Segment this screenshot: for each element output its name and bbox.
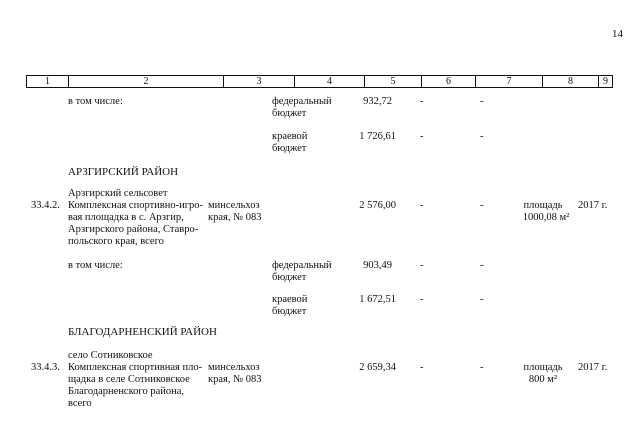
item-line: всего <box>68 398 92 409</box>
col-num-9: 9 <box>603 76 608 87</box>
amount: 2 576,00 <box>359 200 396 211</box>
col-num-8: 8 <box>543 76 599 87</box>
funding-source-cont: бюджет <box>272 143 307 154</box>
responsible-org-cont: края, № 083 <box>208 212 262 223</box>
capacity-label: площадь <box>523 200 563 211</box>
funding-source-cont: бюджет <box>272 272 307 283</box>
amount: 2 659,34 <box>359 362 396 373</box>
amount: 932,72 <box>363 96 392 107</box>
item-line: Комплексная спортивная пло- <box>68 362 203 373</box>
col7-value: - <box>480 200 484 211</box>
item-line: щадка в селе Сотниковское <box>68 374 190 385</box>
district-heading: АРЗГИРСКИЙ РАЙОН <box>68 166 179 178</box>
item-line: польского края, всего <box>68 236 164 247</box>
year: 2017 г. <box>578 362 608 373</box>
col7-value: - <box>480 260 484 271</box>
item-line: Комплексная спортивно-игро- <box>68 200 204 211</box>
col-num-3: 3 <box>224 76 295 87</box>
col7-value: - <box>480 294 484 305</box>
item-line: Благодарненского района, <box>68 386 185 397</box>
funding-source: федеральный <box>272 260 332 271</box>
item-number: 33.4.2. <box>31 200 60 211</box>
amount: 1 726,61 <box>359 131 396 142</box>
funding-source: краевой <box>272 294 308 305</box>
col-num-5: 5 <box>365 76 422 87</box>
col-num-7: 7 <box>476 76 543 87</box>
capacity-value: 1000,08 м² <box>522 212 570 223</box>
funding-source-cont: бюджет <box>272 306 307 317</box>
col6-value: - <box>420 200 424 211</box>
col6-value: - <box>420 260 424 271</box>
responsible-org-cont: края, № 083 <box>208 374 262 385</box>
breakdown-label: в том числе: <box>68 96 123 107</box>
column-number-header <box>26 75 613 88</box>
year: 2017 г. <box>578 200 608 211</box>
item-line: Арзгирский сельсовет <box>68 188 168 199</box>
col-num-4: 4 <box>295 76 365 87</box>
col6-value: - <box>420 362 424 373</box>
item-line: вая площадка в с. Арзгир, <box>68 212 184 223</box>
capacity-value: 800 м² <box>528 374 558 385</box>
col6-value: - <box>420 294 424 305</box>
responsible-org: минсельхоз <box>208 362 260 373</box>
col-num-2: 2 <box>69 76 224 87</box>
funding-source: краевой <box>272 131 308 142</box>
item-line: село Сотниковское <box>68 350 153 361</box>
amount: 1 672,51 <box>359 294 396 305</box>
funding-source-cont: бюджет <box>272 108 307 119</box>
col-num-1: 1 <box>27 76 69 87</box>
amount: 903,49 <box>363 260 392 271</box>
col6-value: - <box>420 96 424 107</box>
item-number: 33.4.3. <box>31 362 60 373</box>
col7-value: - <box>480 362 484 373</box>
col-num-6: 6 <box>422 76 476 87</box>
district-heading: БЛАГОДАРНЕНСКИЙ РАЙОН <box>68 326 217 338</box>
responsible-org: минсельхоз <box>208 200 260 211</box>
page-number: 14 <box>612 28 623 40</box>
col7-value: - <box>480 131 484 142</box>
item-line: Арзгирского района, Ставро- <box>68 224 199 235</box>
capacity-label: площадь <box>523 362 563 373</box>
breakdown-label: в том числе: <box>68 260 123 271</box>
col7-value: - <box>480 96 484 107</box>
funding-source: федеральный <box>272 96 332 107</box>
col6-value: - <box>420 131 424 142</box>
